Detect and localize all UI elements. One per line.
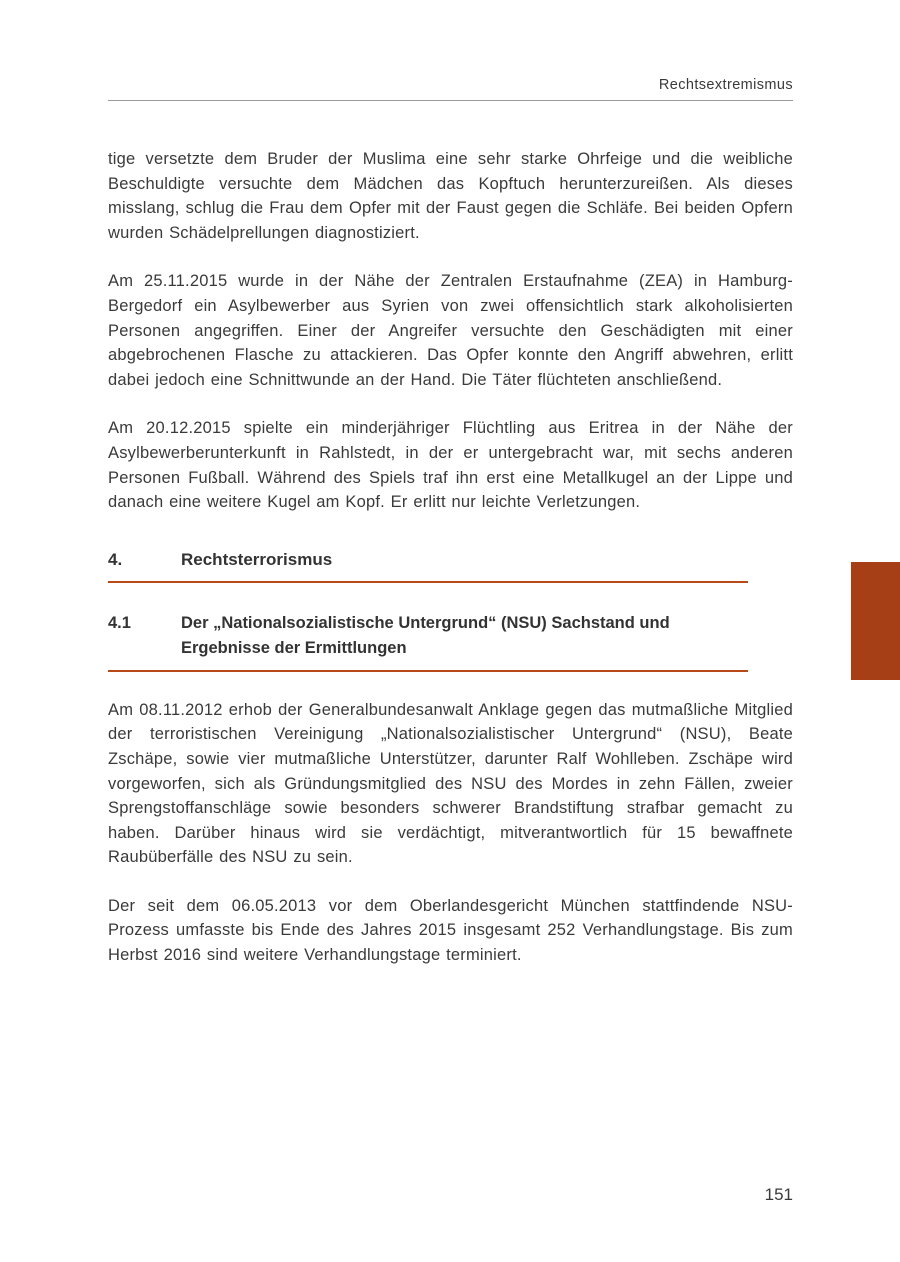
page-number: 151 (764, 1185, 793, 1204)
paragraph: Am 08.11.2012 erhob der Generalbundesanwalt Anklage gegen das mutmaßliche Mitglied der terroristischen Vereinigung „Nationalsozialistischer Untergrund“ (NSU), Beate Zschäpe, sowie vier mutmaßliche Unterstützer, darunter Ralf Wohlleben. Zschäpe wird vorgeworfen, sich als Gründungsmitglied des NSU des Mordes in zehn Fällen, zweier Sprengstoffanschläge sowie besonders schwerer Brandstiftung strafbar gemacht zu haben. Darüber hinaus wird sie verdächtigt, mitverantwortlich für 15 bewaffnete Raubüberfälle des NSU zu sein. (108, 700, 793, 867)
page-content (108, 147, 793, 992)
subsection-heading (108, 611, 748, 672)
section-number: 4. (108, 549, 123, 569)
section-heading (108, 549, 748, 583)
subsection-title: Der „Nationalsozialistische Untergrund“ (NSU) Sachstand und Ergebnisse der Ermittlungen (181, 613, 670, 657)
paragraph: tige versetzte dem Bruder der Muslima eine sehr starke Ohrfeige und die weibliche Beschuldigte versuchte dem Mädchen das Kopftuch herunterzureißen. Als dieses misslang, schlug die Frau dem Opfer mit der Faust gegen die Schläfe. Bei beiden Opfern wurden Schädelprellungen diagnostiziert. (108, 150, 793, 242)
chapter-edge-tab (851, 562, 900, 680)
running-header: Rechtsextremismus (658, 77, 793, 93)
paragraph: Am 20.12.2015 spielte ein minderjähriger Flüchtling aus Eritrea in der Nähe der Asylbewerberunterkunft in Rahlstedt, in der er untergebracht war, mit sechs anderen Personen Fußball. Während des Spiels traf ihn erst eine Metallkugel an der Lippe und danach eine weitere Kugel am Kopf. Er erlitt nur leichte Verletzungen. (108, 419, 793, 512)
paragraph: Am 25.11.2015 wurde in der Nähe der Zentralen Erstaufnahme (ZEA) in Hamburg-Bergedorf ein Asylbewerber aus Syrien von zwei offensichtlich stark alkoholisierten Personen angegriffen. Einer der Angreifer versuchte den Geschädigten mit einer abgebrochenen Flasche zu attackieren. Das Opfer konnte den Angriff abwehren, erlitt dabei jedoch eine Schnittwunde an der Hand. Die Täter flüchteten anschließend. (108, 272, 793, 389)
section-title: Rechtsterrorismus (181, 549, 333, 569)
header-rule (108, 100, 793, 101)
subsection-number: 4.1 (108, 613, 131, 632)
paragraph: Der seit dem 06.05.2013 vor dem Oberlandesgericht München stattfindende NSU-Prozess umfasste bis Ende des Jahres 2015 insgesamt 252 Verhandlungstage. Bis zum Herbst 2016 sind weitere Verhandlungstage terminiert. (108, 896, 793, 965)
